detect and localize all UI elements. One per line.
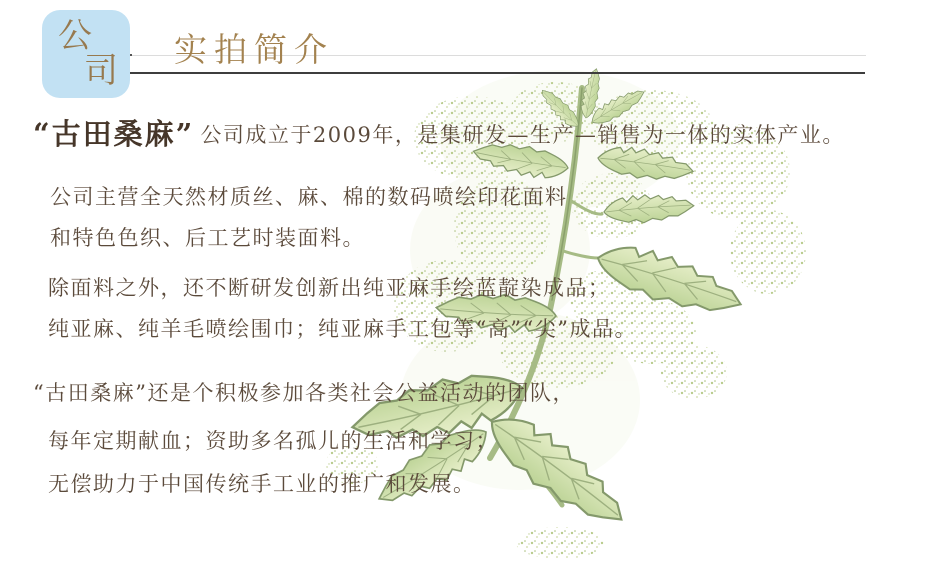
products-line-2: 纯亚麻、纯羊毛喷绘围巾；纯亚麻手工包等“高”“尖”成品。 [48,317,637,341]
badge-char-top: 公 [58,16,92,56]
charity-line-3: 无偿助力于中国传统手工业的推广和发展。 [48,472,476,496]
company-badge [42,10,130,98]
badge-char-bottom: 司 [84,51,118,91]
business-line-2: 和特色色织、后工艺时装面料。 [50,226,365,250]
intro-text: 公司成立于2009年，是集研发—生产—销售为一体的实体产业。 [200,123,845,147]
intro-line [33,112,845,153]
business-line-1: 公司主营全天然材质丝、麻、棉的数码喷绘印花面料 [50,185,568,209]
page-title: 实拍简介 [174,30,334,69]
title-underline-main [112,72,865,74]
products-line-1: 除面料之外，还不断研发创新出纯亚麻手绘蓝靛染成品； [48,276,611,300]
charity-line-2: 每年定期献血；资助多名孤儿的生活和学习； [48,429,498,453]
charity-line-1: “古田桑麻”还是个积极参加各类社会公益活动的团队， [33,381,575,405]
company-name-lead: “古田桑麻” [33,117,195,151]
